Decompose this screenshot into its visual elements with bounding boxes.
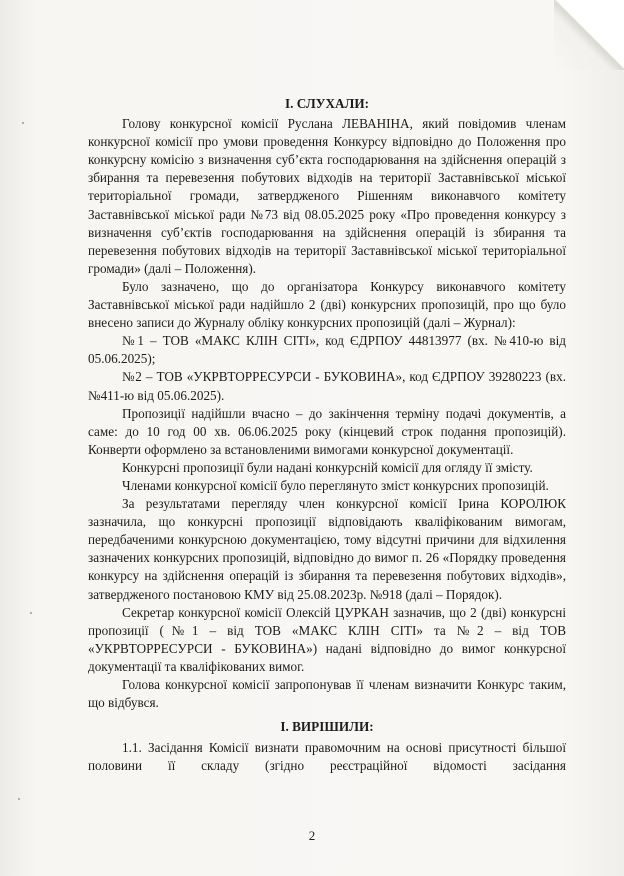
paragraph-review-provided: Конкурсні пропозиції були надані конкурсній комісії для огляду її змісту. — [122, 459, 533, 475]
document-body — [88, 95, 566, 775]
paragraph-decision-1-1: 1.1. Засідання Комісії визнати правомочним на основі присутності більшої половини її складу (згідно реєстраційної відомості засідання — [88, 740, 566, 774]
paragraph-deadline: Пропозиції надійшли вчасно – до закінчення терміну подачі документів, а саме: до 10 год 00 хв. 06.06.2025 року (кінцевий строк подання пропозицій). Конверти оформлено за встановленими вимогами конкурсної документації. — [88, 405, 566, 457]
page-number: 2 — [308, 828, 316, 843]
proposal-item-1: №1 – ТОВ «МАКС КЛІН СІТІ», код ЄДРПОУ 44813977 (вх. №410-ю від 05.06.2025); — [88, 333, 566, 367]
scan-speck — [18, 798, 20, 800]
scan-speck — [22, 122, 24, 124]
scan-speck — [30, 612, 32, 614]
paragraph-koroliuk-statement: За результатами перегляду член конкурсної комісії Ірина КОРОЛЮК зазначила, що конкурсні пропозиції відповідають кваліфікованим вимогам, передбаченими конкурсною документацією, тому відсутні причини для відхилення зазначених конкурсних пропозицій, відповідно до вимог п. 26 «Порядку проведення конкурсу на здійснення операцій із збирання та перевезення побутових відходів», затвердженого постановою КМУ від 25.08.2023р. №918 (далі – Порядок). — [88, 496, 566, 602]
folded-corner — [554, 0, 624, 70]
proposal-item-2: №2 – ТОВ «УКРВТОРРЕСУРСИ - БУКОВИНА», код ЄДРПОУ 39280223 (вх. №411-ю від 05.06.2025). — [88, 369, 566, 403]
paragraph-secretary-statement: Секретар конкурсної комісії Олексій ЦУРКАН зазначив, що 2 (дві) конкурсні пропозиції (№1 – від ТОВ «МАКС КЛІН СІТІ» та №2 – від ТОВ «УКРВТОРРЕСУРСИ - БУКОВИНА») надані відповідно до вимог конкурсної документації та кваліфікованих вимог. — [88, 604, 566, 674]
paragraph-members-reviewed: Членами конкурсної комісії було переглянуто зміст конкурсних пропозицій. — [122, 477, 549, 493]
section-heading-heard: І. СЛУХАЛИ: — [285, 96, 369, 111]
paragraph-chairman-proposal: Голова конкурсної комісії запропонував її членам визначити Конкурс таким, що відбувся. — [88, 677, 566, 711]
paragraph-chairman-report: Голову конкурсної комісії Руслана ЛЕВАНІНА, який повідомив членам конкурсної комісії про умови проведення Конкурсу відповідно до Положення про конкурсну комісію з визначення суб’єкта господарювання на здійснення операцій з збирання та перевезення побутових відходів на території Заставнівської міської територіальної громади, затвердженого Рішенням виконавчого комітету Заставнівської міської ради №73 від 08.05.2025 року «Про проведення конкурсу з визначення суб’єктів господарювання на здійснення операцій із збирання та перевезення побутових відходів на території Заставнівської міської територіальної громади» (далі – Положення). — [88, 116, 566, 276]
section-heading-decided: І. ВИРІШИЛИ: — [280, 719, 374, 735]
paragraph-proposals-received: Було зазначено, що до організатора Конкурсу виконавчого комітету Заставнівської міської ради надійшло 2 (дві) конкурсних пропозицій, про що було внесено записи до Журналу обліку конкурсних пропозицій (далі – Журнал): — [88, 278, 566, 331]
